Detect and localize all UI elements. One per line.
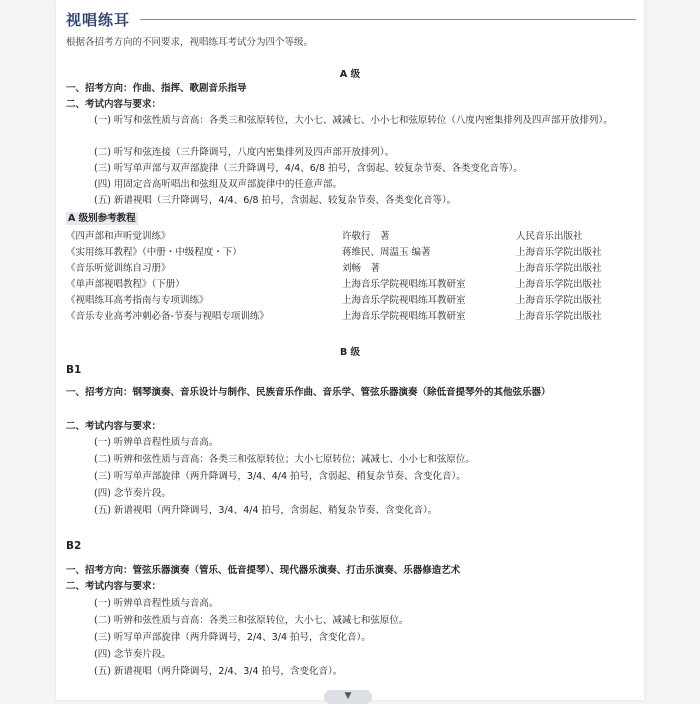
reference-row — [66, 308, 636, 324]
ref-publisher: 上海音乐学院出版社 — [516, 295, 602, 306]
scroll-down-button[interactable] — [324, 690, 372, 704]
document-page — [56, 0, 644, 700]
b1-item: (二) 听辨和弦性质与音高：各类三和弦原转位；大小七原转位；减减七、小小七和弦原位。 — [94, 454, 475, 465]
b2-item: (五) 新谱视唱（两升降调号，2/4、3/4 拍号，含变化音）。 — [94, 666, 343, 677]
b1-item: (一) 听辨单音程性质与音高。 — [94, 437, 219, 448]
ref-author: 上海音乐学院视唱练耳教研室 — [342, 311, 466, 322]
reference-row — [66, 244, 636, 260]
ref-book: 《视唱练耳高考指南与专项训练》 — [66, 295, 209, 306]
level-a-item: (四) 用固定音高听唱出和弦组及双声部旋律中的任意声部。 — [94, 179, 342, 190]
b2-label: B2 — [66, 540, 82, 552]
ref-publisher: 人民音乐出版社 — [516, 231, 583, 242]
level-b-heading: B 级 — [339, 347, 361, 358]
reference-row — [66, 292, 636, 308]
reference-row — [66, 276, 636, 292]
level-a-item: (一) 听写和弦性质与音高：各类三和弦原转位，大小七、减减七、小小七和弦原转位（八度内密集排列及四声部开放排列）。 — [94, 115, 613, 126]
b2-item: (二) 听辨和弦性质与音高：各类三和弦原转位，大小七、减减七和弦原位。 — [94, 615, 409, 626]
b2-content-title: 二、考试内容与要求： — [66, 581, 162, 592]
page-title: 视唱练耳 — [66, 10, 131, 29]
ref-author: 上海音乐学院视唱练耳教研室 — [342, 279, 466, 290]
ref-publisher: 上海音乐学院出版社 — [516, 311, 602, 322]
b1-direction: 一、招考方向：钢琴演奏、音乐设计与制作、民族音乐作曲、音乐学、管弦乐器演奏（除低音提琴外的其他弦乐器） — [66, 387, 551, 398]
title-rule — [140, 19, 636, 20]
ref-book: 《实用练耳教程》（中册・中级程度・下） — [66, 247, 242, 258]
level-a-item: (五) 新谱视唱（三升降调号，4/4、6/8 拍号，含弱起、较复杂节奏、各类变化音等）。 — [94, 195, 457, 206]
ref-book: 《单声部视唱教程》（下册） — [66, 279, 185, 290]
ref-author: 刘畅 著 — [342, 263, 381, 274]
reference-row — [66, 228, 636, 244]
b1-item: (四) 念节奏片段。 — [94, 488, 171, 499]
b1-content-title: 二、考试内容与要求： — [66, 421, 162, 432]
level-a-direction: 一、招考方向：作曲、指挥、歌剧音乐指导 — [66, 83, 247, 94]
level-a-content-title: 二、考试内容与要求： — [66, 99, 162, 110]
ref-publisher: 上海音乐学院出版社 — [516, 247, 602, 258]
level-a-heading: A 级 — [339, 69, 361, 80]
ref-book: 《音乐听觉训练自习册》 — [66, 263, 171, 274]
ref-book: 《音乐专业高考冲刺必备-节奏与视唱专项训练》 — [66, 311, 269, 322]
ref-author: 上海音乐学院视唱练耳教研室 — [342, 295, 466, 306]
ref-publisher: 上海音乐学院出版社 — [516, 279, 602, 290]
ref-publisher: 上海音乐学院出版社 — [516, 263, 602, 274]
ref-author: 许敬行 著 — [342, 231, 390, 242]
title-row — [66, 8, 636, 30]
reference-row — [66, 260, 636, 276]
b1-label: B1 — [66, 364, 82, 376]
b2-item: (三) 听写单声部旋律（两升降调号，2/4、3/4 拍号，含变化音）。 — [94, 632, 371, 643]
reference-heading: A 级别参考教程 — [68, 213, 136, 224]
b2-item: (四) 念节奏片段。 — [94, 649, 171, 660]
b2-direction: 一、招考方向：管弦乐器演奏（管乐、低音提琴）、现代器乐演奏、打击乐演奏、乐器修造艺术 — [66, 565, 461, 576]
ref-book: 《四声部和声听觉训练》 — [66, 231, 171, 242]
intro-text: 根据各招考方向的不同要求，视唱练耳考试分为四个等级。 — [66, 37, 314, 48]
level-a-item: (三) 听写单声部与双声部旋律（三升降调号，4/4、6/8 拍号，含弱起、较复杂节奏、各类变化音等）。 — [94, 163, 523, 174]
b1-item: (五) 新谱视唱（两升降调号，3/4、4/4 拍号，含弱起、稍复杂节奏、含变化音）。 — [94, 505, 438, 516]
level-a-item: (二) 听写和弦连接（三升降调号，八度内密集排列及四声部开放排列）。 — [94, 147, 395, 158]
b1-item: (三) 听写单声部旋律（两升降调号，3/4、4/4 拍号，含弱起、稍复杂节奏、含变化音）。 — [94, 471, 466, 482]
ref-author: 蒋维民、周温玉 编著 — [342, 247, 431, 258]
chevron-down-icon: ▼ — [344, 691, 352, 701]
b2-item: (一) 听辨单音程性质与音高。 — [94, 598, 219, 609]
